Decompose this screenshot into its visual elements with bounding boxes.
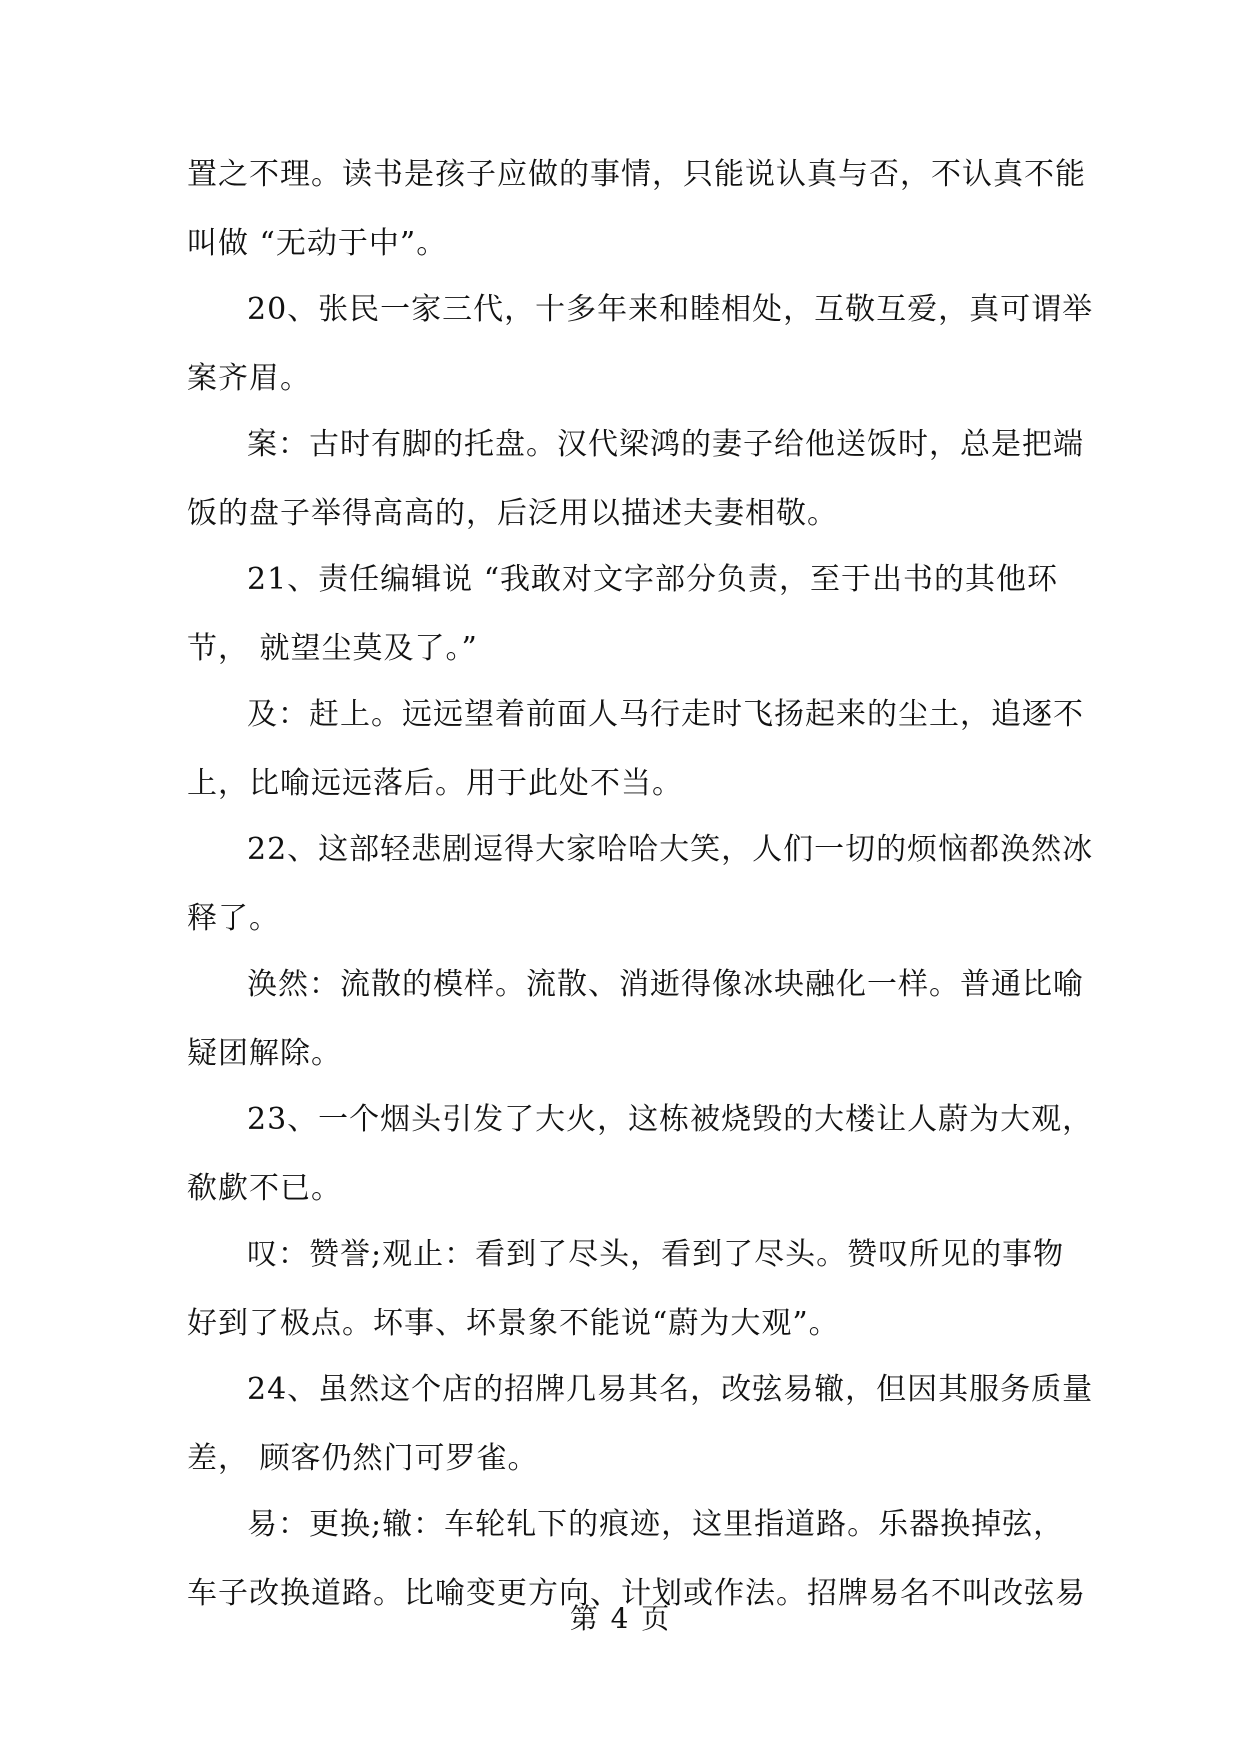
text-line: 疑团解除。: [187, 1036, 342, 1071]
text-line: 车子改换道路。比喻变更方向、计划或作法。招牌易名不叫改弦易: [187, 1576, 1086, 1611]
paragraph-explanation-24: [187, 1505, 1086, 1614]
text-line: 案齐眉。: [187, 361, 311, 396]
text-line: 22、这部轻悲剧逗得大家哈哈大笑，人们一切的烦恼都涣然冰: [247, 832, 1094, 867]
text-line: 涣然：流散的模样。流散、消逝得像冰块融化一样。普通比喻: [247, 967, 1084, 1002]
paragraph-item-22: [187, 830, 1094, 939]
text-line: 好到了极点。坏事、坏景象不能说“蔚为大观”。: [187, 1306, 840, 1341]
text-line: 欷歔不已。: [187, 1171, 342, 1206]
text-line: 24、虽然这个店的招牌几易其名，改弦易辙，但因其服务质量: [247, 1372, 1094, 1407]
text-line: 案：古时有脚的托盘。汉代梁鸿的妻子给他送饭时，总是把端: [247, 427, 1084, 462]
paragraph-explanation-21: [187, 695, 1084, 804]
text-line: 23、一个烟头引发了大火，这栋被烧毁的大楼让人蔚为大观，: [247, 1102, 1094, 1137]
paragraph-item-21: [187, 560, 1067, 669]
text-line: 叹：赞誉;观止：看到了尽头，看到了尽头。赞叹所见的事物: [247, 1237, 1065, 1272]
text-line: 21、责任编辑说 “我敢对文字部分负责，至于出书的其他环: [247, 562, 1059, 597]
text-line: 叫做 “无动于中”。: [187, 226, 448, 261]
paragraph-item-20: [187, 290, 1094, 399]
text-line: 释了。: [187, 901, 280, 936]
text-line: 上，比喻远远落后。用于此处不当。: [187, 766, 683, 801]
text-line: 及：赶上。远远望着前面人马行走时飞扬起来的尘土，追逐不: [247, 697, 1084, 732]
text-line: 差， 顾客仍然门可罗雀。: [187, 1441, 539, 1476]
paragraph-explanation-23: [187, 1235, 1067, 1344]
document-body: [187, 155, 1094, 1614]
text-line: 饭的盘子举得高高的，后泛用以描述夫妻相敬。: [187, 496, 838, 531]
paragraph-explanation-22: [187, 965, 1084, 1074]
paragraph-explanation-20: [187, 425, 1084, 534]
text-line: 置之不理。读书是孩子应做的事情，只能说认真与否，不认真不能: [187, 157, 1086, 192]
paragraph-item-24: [187, 1370, 1094, 1479]
text-line: 20、张民一家三代，十多年来和睦相处，互敬互爱，真可谓举: [247, 292, 1094, 327]
paragraph-continuation: [187, 155, 1086, 264]
text-line: 易：更换;辙：车轮轧下的痕迹，这里指道路。乐器换掉弦，: [247, 1507, 1065, 1542]
page-number: 第 4 页: [569, 1602, 672, 1635]
paragraph-item-23: [187, 1100, 1094, 1209]
text-line: 节， 就望尘莫及了。”: [187, 631, 478, 666]
